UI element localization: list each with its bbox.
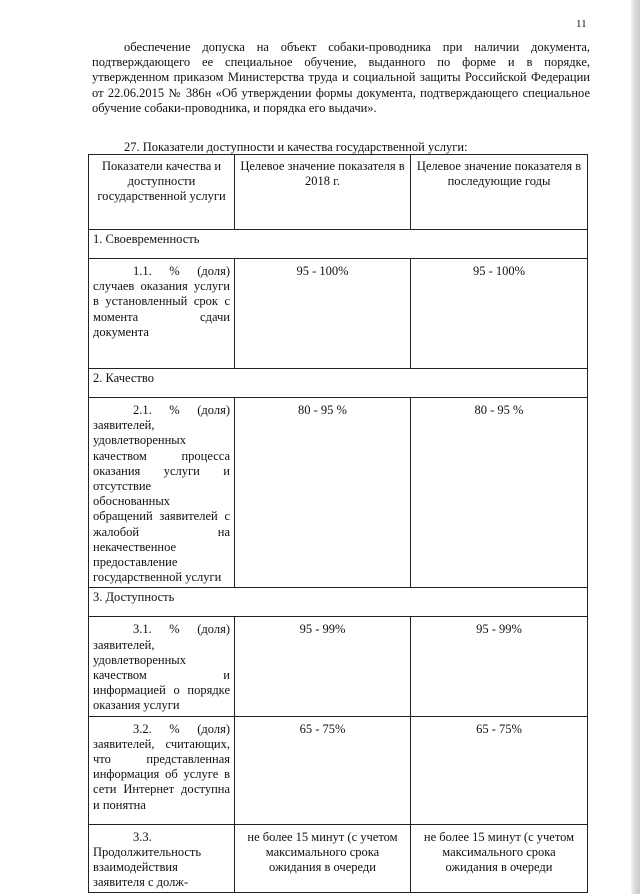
group-row-accessibility — [89, 588, 588, 617]
value-2018-cell: 95 - 99% — [235, 617, 411, 716]
indicator-cell: 3.2. % (доля) заявителей, считающих, что представленная информация об услуге в сети Интернет доступна и понятна — [89, 716, 235, 824]
table-header-row — [89, 155, 588, 230]
value-next-cell: 80 - 95 % — [411, 398, 588, 588]
header-indicator: Показатели качества и доступности государственной услуги — [89, 155, 235, 230]
intro-text — [92, 40, 590, 116]
value-2018-cell: 65 - 75% — [235, 716, 411, 824]
value-next-cell: 95 - 100% — [411, 259, 588, 369]
indicator-cell: 3.1. % (доля) заявителей, удовлетворенных качеством и информацией о порядке оказания услуги — [89, 617, 235, 716]
indicator-cell: 2.1. % (доля) заявителей, удовлетворенных качеством процесса оказания услуги и отсутствие обоснованных обращений заявителей с жалобой на некачественное предоставление государственной услуги — [89, 398, 235, 588]
value-2018-cell: 95 - 100% — [235, 259, 411, 369]
value-2018-cell: 80 - 95 % — [235, 398, 411, 588]
header-target-next: Целевое значение показателя в последующие годы — [411, 155, 588, 230]
group-title: 1. Своевременность — [89, 230, 588, 259]
group-row-timeliness — [89, 230, 588, 259]
table-row — [89, 398, 588, 588]
indicator-cell: 1.1. % (доля) случаев оказания услуги в установленный срок с момента сдачи документа — [89, 259, 235, 369]
group-title: 2. Качество — [89, 369, 588, 398]
value-next-cell: 95 - 99% — [411, 617, 588, 716]
table-row — [89, 259, 588, 369]
group-row-quality — [89, 369, 588, 398]
table-row — [89, 617, 588, 716]
value-next-cell: 65 - 75% — [411, 716, 588, 824]
page-edge-shadow — [631, 0, 640, 894]
page-number: 11 — [576, 18, 587, 30]
table-row — [89, 824, 588, 893]
value-2018-cell: не более 15 минут (с учетом максимального срока ожидания в очереди — [235, 824, 411, 893]
header-target-2018: Целевое значение показателя в 2018 г. — [235, 155, 411, 230]
indicators-table — [88, 154, 588, 893]
value-next-cell: не более 15 минут (с учетом максимального срока ожидания в очереди — [411, 824, 588, 893]
table-row — [89, 716, 588, 824]
group-title: 3. Доступность — [89, 588, 588, 617]
indicator-cell: 3.3. Продолжительность взаимодействия заявителя с долж- — [89, 824, 235, 893]
intro-paragraph: обеспечение допуска на объект собаки-проводника при наличии документа, подтверждающего ее специальное обучение, выданного по форме и в порядке, утвержденном приказом Министерства труда и социальной защиты Российской Федерации от 22.06.2015 № 386н «Об утверждении формы документа, подтверждающего специальное обучение собаки-проводника, и порядка его выдачи». — [92, 40, 590, 115]
section-title: 27. Показатели доступности и качества государственной услуги: — [124, 140, 468, 154]
